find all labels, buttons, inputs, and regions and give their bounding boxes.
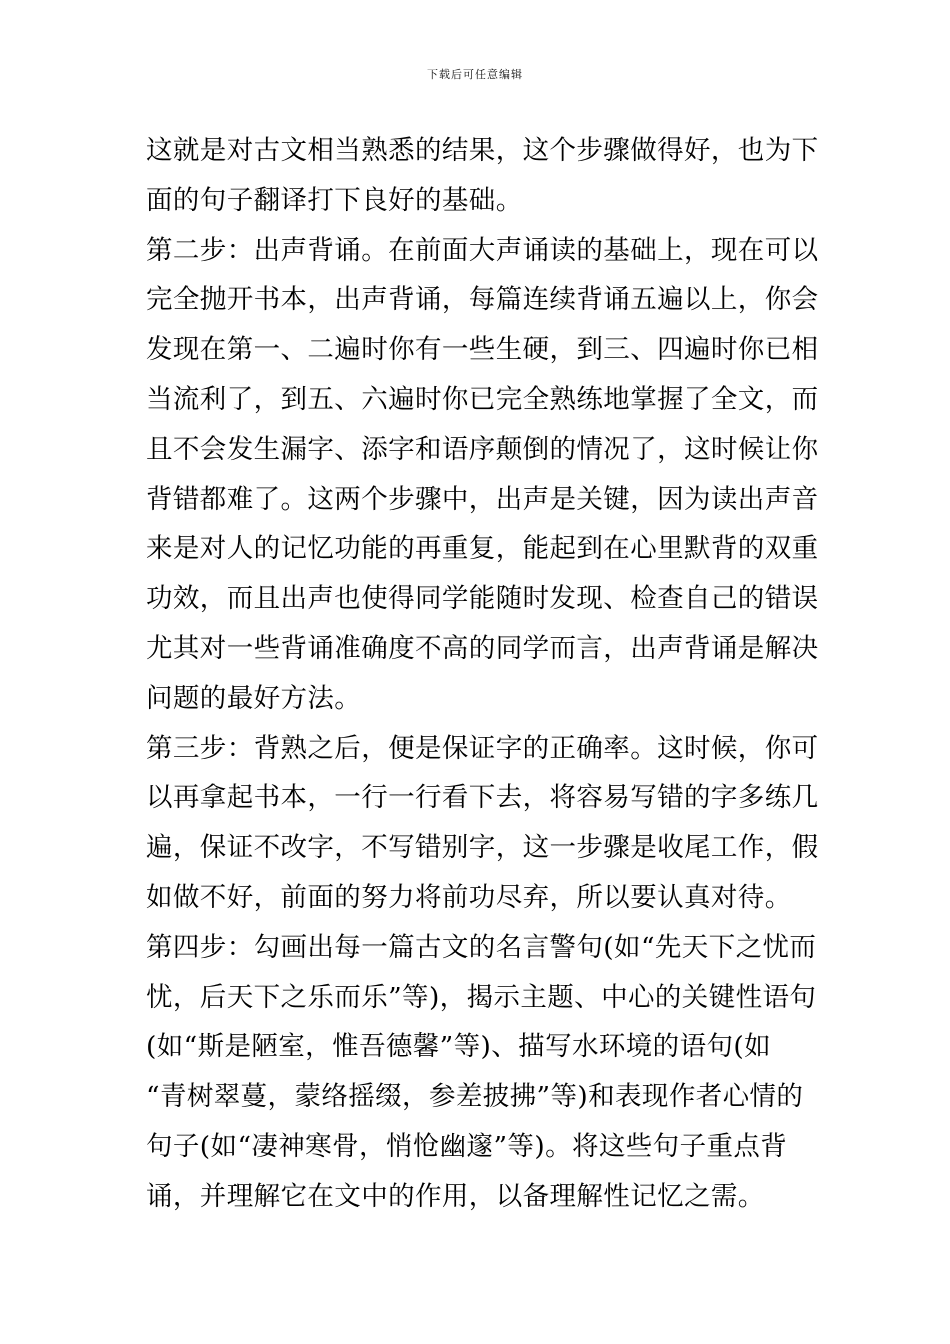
text-line: 这就是对古文相当熟悉的结果，这个步骤做得好，也为下 [146, 135, 819, 166]
body-text [146, 126, 826, 1222]
text-line: 当流利了，到五、六遍时你已完全熟练地掌握了全文，而 [146, 383, 819, 415]
text-line: 第二步：出声背诵。在前面大声诵读的基础上，现在可以 [146, 234, 819, 266]
text-line: 来是对人的记忆功能的再重复，能起到在心里默背的双重 [146, 533, 819, 565]
text-line: 忧，后天下之乐而乐”等)，揭示主题、中心的关键性语句 [146, 981, 817, 1013]
text-line: 以再拿起书本，一行一行看下去，将容易写错的字多练几 [146, 782, 819, 814]
text-line: (如“斯是陋室，惟吾德馨”等)、描写水环境的语句(如 [146, 1031, 772, 1063]
text-line: 且不会发生漏字、添字和语序颠倒的情况了，这时候让你 [146, 433, 819, 465]
text-line: 尤其对一些背诵准确度不高的同学而言，出声背诵是解决 [146, 632, 819, 664]
text-line: 诵，并理解它在文中的作用，以备理解性记忆之需。 [146, 1180, 765, 1212]
text-line: 功效，而且出声也使得同学能随时发现、检查自己的错误 [146, 583, 819, 615]
text-line: “青树翠蔓，蒙络摇缀，参差披拂”等)和表现作者心情的 [146, 1081, 804, 1113]
text-line: 面的句子翻译打下良好的基础。 [146, 184, 523, 216]
text-line: 背错都难了。这两个步骤中，出声是关键，因为读出声音 [146, 483, 819, 515]
text-line: 完全抛开书本，出声背诵，每篇连续背诵五遍以上，你会 [146, 284, 819, 316]
text-line: 第四步：勾画出每一篇古文的名言警句(如“先天下之忧而 [146, 931, 817, 963]
text-line: 句子(如“凄神寒骨，悄怆幽邃”等)。将这些句子重点背 [146, 1130, 788, 1162]
text-line: 遍，保证不改字，不写错别字，这一步骤是收尾工作，假 [146, 832, 819, 864]
text-line: 问题的最好方法。 [146, 682, 362, 714]
text-line: 如做不好，前面的努力将前功尽弃，所以要认真对待。 [146, 881, 792, 913]
text-line: 第三步：背熟之后，便是保证字的正确率。这时候，你可 [146, 732, 819, 764]
text-line: 发现在第一、二遍时你有一些生硬，到三、四遍时你已相 [146, 334, 819, 366]
page-header: 下载后可任意编辑 [427, 68, 523, 81]
